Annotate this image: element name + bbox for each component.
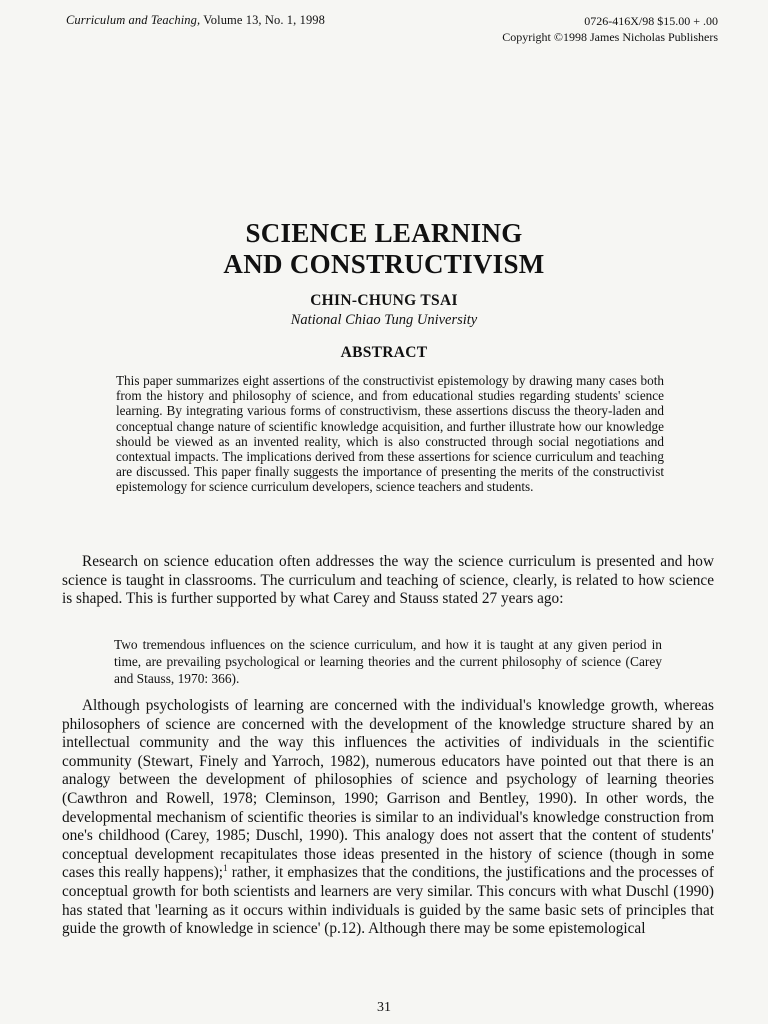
paragraph-2-part-b: rather, it emphasizes that the conditions, the justifications and the processes of conceptual growth for both scientists and learners are very similar. This concurs with what Duschl (1990) has stated that 'learning as it occurs within individuals is guided by the same basic sets of principles that guide the growth of knowledge in science' (p.12). Although there may be some epistemological [62,864,715,938]
footnote-marker[interactable]: 1 [223,863,228,874]
journal-name: Curriculum and Teaching, [66,13,201,27]
block-quote: Two tremendous influences on the science curriculum, and how it is taught at any given period in time, are prevailing psychological or learning theories and the current philosophy of science (Carey and Stauss, 1970: 366). [114,637,662,686]
author-affiliation: National Chiao Tung University [290,312,478,328]
page-number: 31 [377,1000,391,1015]
copyright-line: Copyright ©1998 James Nicholas Publishers [502,30,718,44]
abstract-text: This paper summarizes eight assertions of the constructivist epistemology by drawing many cases both from the history and philosophy of science, and from educational studies regarding students' science learning. By integrating various forms of constructivism, these assertions discuss the theory-laden and conceptual change nature of scientific knowledge acquisition, and further illustrate how our knowledge should be viewed as an invented reality, which is also constructed through social negotiations and contextual impacts. The implications derived from these assertions for science curriculum and teaching are discussed. This paper finally suggests the importance of presenting the merits of the constructivist epistemology for science curriculum developers, science teachers and students. [116,373,664,495]
paragraph-2-part-a: Although psychologists of learning are concerned with the individual's knowledge growth, whereas philosophers of science are concerned with the development of the knowledge structure shared by an intellectual community and the way this influences the activities of individuals in the scientific community (Stewart, Finely and Yarroch, 1982), numerous educators have pointed out that there is an analogy between the development of philosophies of science and psychology of learning theories (Cawthron and Rowell, 1978; Cleminson, 1990; Garrison and Bentley, 1990). In other words, the developmental mechanism of scientific theories is similar to an individual's knowledge construction from one's childhood (Carey, 1985; Duschl, 1990). This analogy does not assert that the content of students' conceptual development recapitulates those ideas presented in the history of science (though in some cases this really happens); [62,697,714,882]
author-name: CHIN-CHUNG TSAI [310,292,458,309]
journal-citation [66,13,325,28]
price-code: 0726-416X/98 $15.00 + .00 [584,14,718,28]
title-line-1: SCIENCE LEARNING [245,218,523,248]
body-paragraph-2 [62,697,714,939]
article-title [0,218,768,280]
abstract-heading: ABSTRACT [340,344,428,361]
title-line-2: AND CONSTRUCTIVISM [223,249,545,279]
journal-issue: Volume 13, No. 1, 1998 [203,13,326,27]
publication-info [502,13,718,45]
body-paragraph-1: Research on science education often addresses the way the science curriculum is presented and how science is taught in classrooms. The curriculum and teaching of science, clearly, is related to how science is shaped. This is further supported by what Carey and Stauss stated 27 years ago: [62,553,714,608]
